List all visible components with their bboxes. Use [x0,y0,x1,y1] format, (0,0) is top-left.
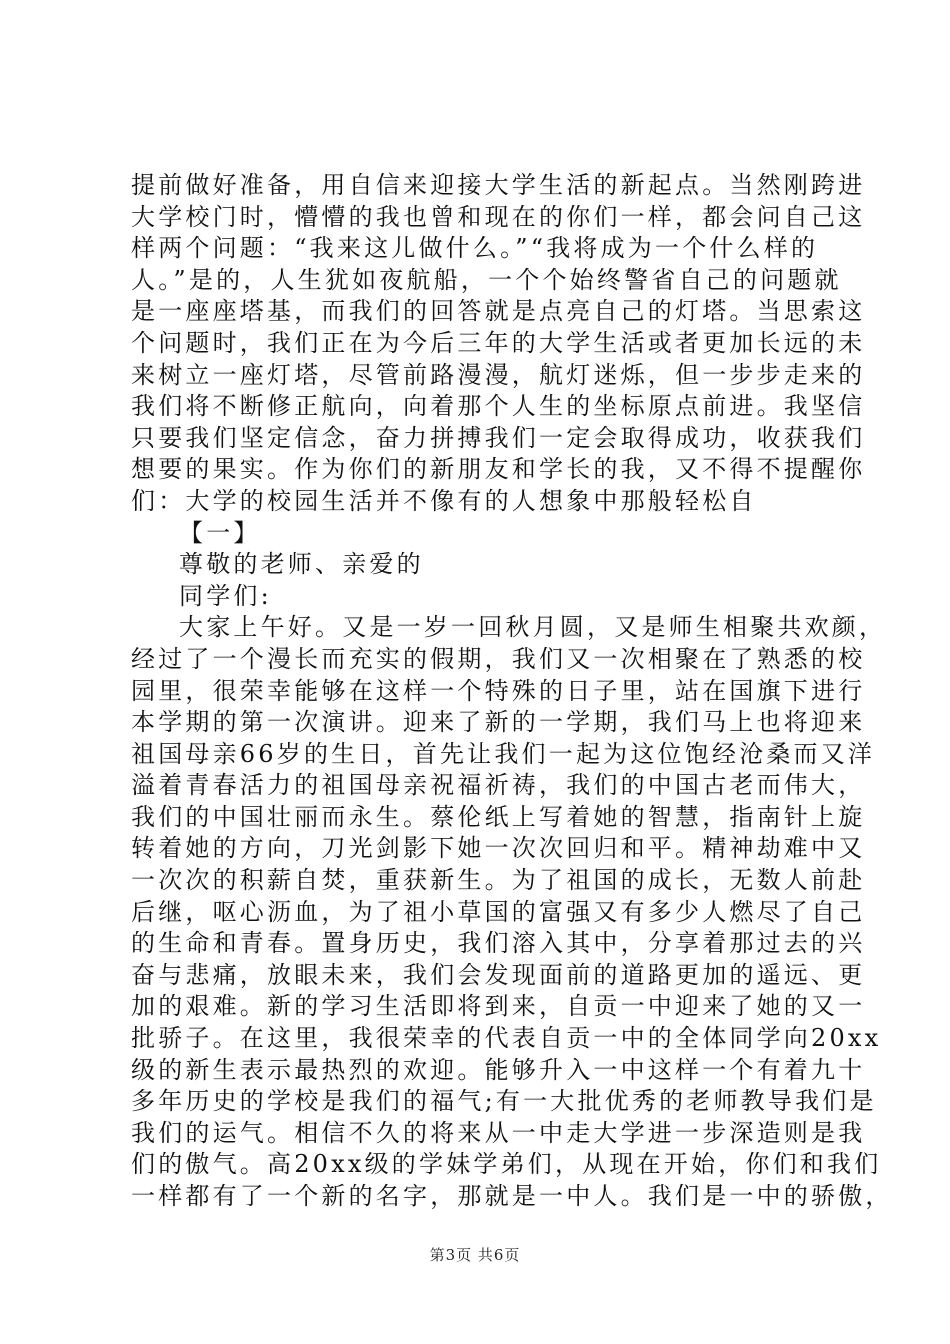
text-line: 我们的运气。相信不久的将来从一中走大学进一步深造则是我 [131,1118,866,1147]
text-line: 只要我们坚定信念，奋力拼搏我们一定会取得成功，收获我们 [131,423,866,452]
text-line: 多年历史的学校是我们的福气;有一大批优秀的老师教导我们是 [131,1087,877,1116]
text-line: 们的傲气。高20xx级的学妹学弟们，从现在开始，你们和我们 [131,1150,882,1179]
text-line: 人。”是的，人生犹如夜航船，一个个始终警省自己的问题就 [131,265,842,294]
text-line: 一次次的积薪自焚，重获新生。为了祖国的成长，无数人前赴 [131,866,866,895]
text-line: 级的新生表示最热烈的欢迎。能够升入一中这样一个有着九十 [131,1055,866,1084]
text-line: 我们将不断修正航向，向着那个人生的坐标原点前进。我坚信 [131,392,866,421]
text-line: 的生命和青春。置身历史，我们溶入其中，分享着那过去的兴 [131,929,866,958]
text-line: 个问题时，我们正在为今后三年的大学生活或者更加长远的未 [131,328,866,357]
text-line: 溢着青春活力的祖国母亲祝福祈祷，我们的中国古老而伟大， [131,771,866,800]
text-line: 想要的果实。作为你们的新朋友和学长的我，又不得不提醒你 [131,455,866,484]
text-line: 样两个问题：“我来这儿做什么。”“我将成为一个什么样的 [131,234,819,263]
text-line: 大家上午好。又是一岁一回秋月圆，又是师生相聚共欢颜， [179,613,887,642]
text-line: 我们的中国壮丽而永生。蔡伦纸上写着她的智慧，指南针上旋 [131,802,866,831]
text-line: 来树立一座灯塔，尽管前路漫漫，航灯迷烁，但一步步走来的 [131,360,866,389]
section-heading: 【一】 [179,518,261,547]
text-line: 转着她的方向，刀光剑影下她一次次回归和平。精神劫难中又 [131,834,866,863]
text-line: 批骄子。在这里，我很荣幸的代表自贡一中的全体同学向20xx [131,1024,882,1053]
text-line: 园里，很荣幸能够在这样一个特殊的日子里，站在国旗下进行 [131,676,866,705]
page-number: 第3页 共6页 [429,1246,521,1264]
text-line: 奋与悲痛，放眼未来，我们会发现面前的道路更加的遥远、更 [131,960,866,989]
body-text [131,170,893,1213]
salutation-line: 尊敬的老师、亲爱的 [179,550,424,579]
text-line: 是一座座塔基，而我们的回答就是点亮自己的灯塔。当思索这 [131,297,866,326]
salutation-line: 同学们: [179,581,272,610]
text-line: 经过了一个漫长而充实的假期，我们又一次相聚在了熟悉的校 [131,644,866,673]
text-line: 加的艰难。新的学习生活即将到来，自贡一中迎来了她的又一 [131,992,866,1021]
text-line: 后继，呕心沥血，为了祖小草国的富强又有多少人燃尽了自己 [131,897,866,926]
text-line: 一样都有了一个新的名字，那就是一中人。我们是一中的骄傲， [131,1182,893,1210]
text-line: 大学校门时，懵懵的我也曾和现在的你们一样，都会问自己这 [131,202,866,231]
text-line: 们：大学的校园生活并不像有的人想象中那般轻松自 [131,486,757,515]
text-line: 本学期的第一次演讲。迎来了新的一学期，我们马上也将迎来 [131,708,866,737]
text-line: 提前做好准备，用自信来迎接大学生活的新起点。当然刚跨进 [131,171,866,199]
text-line: 祖国母亲66岁的生日，首先让我们一起为这位饱经沧桑而又洋 [131,739,876,768]
